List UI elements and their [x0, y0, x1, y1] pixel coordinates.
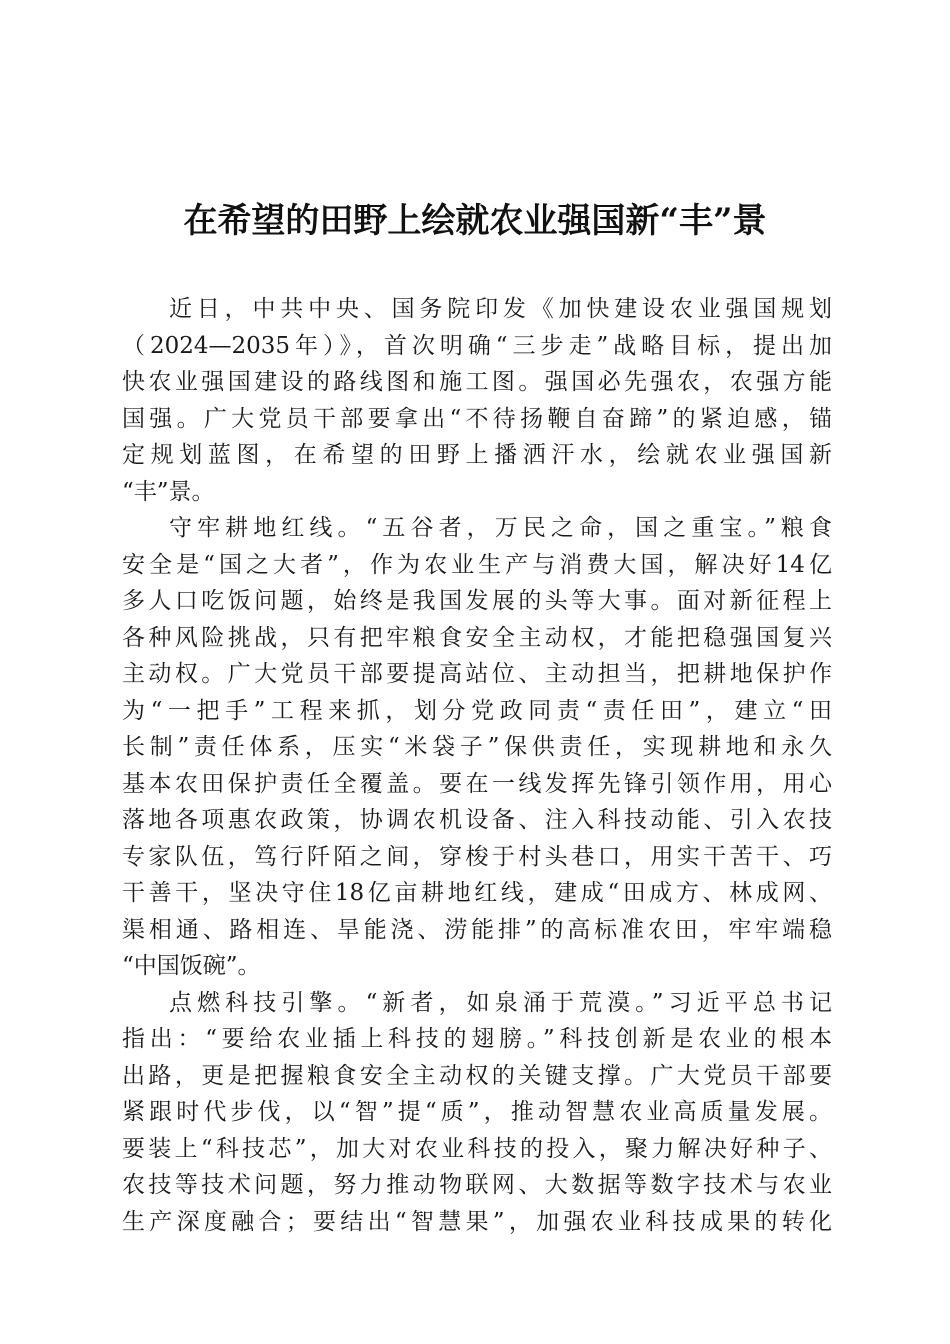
- body-line: 安全是“国之大者”，作为农业生产与消费大国，解决好14亿: [122, 551, 832, 578]
- body-line: 为“一把手”工程来抓，划分党政同责“责任田”，建立“田: [122, 697, 832, 724]
- body-line: 渠相通、路相连、旱能浇、涝能排”的高标准农田，牢牢端稳: [122, 916, 832, 943]
- body-line: （2024—2035年）》，首次明确“三步走”战略目标，提出加: [122, 332, 832, 359]
- body-line: 定规划蓝图，在希望的田野上播洒汗水，绘就农业强国新: [122, 442, 832, 468]
- body-line: 生产深度融合；要结出“智慧果”，加强农业科技成果的转化: [122, 1208, 832, 1235]
- body-line: 紧跟时代步伐，以“智”提“质”，推动智慧农业高质量发展。: [122, 1099, 832, 1125]
- body-line: 主动权。广大党员干部要提高站位、主动担当，把耕地保护作: [122, 661, 832, 687]
- body-line: 快农业强国建设的路线图和施工图。强国必先强农，农强方能: [122, 369, 832, 395]
- document-title: 在希望的田野上绘就农业强国新“丰”景: [183, 201, 767, 241]
- body-line: 专家队伍，笃行阡陌之间，穿梭于村头巷口，用实干苦干、巧: [122, 843, 832, 870]
- body-line: 守牢耕地红线。“五谷者，万民之命，国之重宝。”粮食: [169, 515, 832, 541]
- body-line: “中国饭碗”。: [122, 953, 261, 979]
- body-line: 点燃科技引擎。“新者，如泉涌于荒漠。”习近平总书记: [169, 989, 832, 1016]
- document-body: [122, 291, 832, 1240]
- body-line: “丰”景。: [122, 478, 215, 505]
- body-line: 各种风险挑战，只有把牢粮食安全主动权，才能把稳强国复兴: [122, 624, 832, 651]
- body-line: 落地各项惠农政策，协调农机设备、注入科技动能、引入农技: [122, 807, 832, 833]
- body-line: 国强。广大党员干部要拿出“不待扬鞭自奋蹄”的紧迫感，锚: [122, 405, 832, 432]
- body-line: 出路，更是把握粮食安全主动权的关键支撑。广大党员干部要: [122, 1062, 832, 1089]
- body-line: 要装上“科技芯”，加大对农业科技的投入，聚力解决好种子、: [122, 1135, 832, 1162]
- body-line: 干善干，坚决守住18亿亩耕地红线，建成“田成方、林成网、: [122, 880, 832, 906]
- body-line: 指出：“要给农业插上科技的翅膀。”科技创新是农业的根本: [122, 1026, 832, 1052]
- body-line: 近日，中共中央、国务院印发《加快建设农业强国规划: [169, 296, 832, 322]
- body-line: 基本农田保护责任全覆盖。要在一线发挥先锋引领作用，用心: [122, 770, 832, 797]
- body-line: 长制”责任体系，压实“米袋子”保供责任，实现耕地和永久: [122, 734, 832, 760]
- body-line: 多人口吃饭问题，始终是我国发展的头等大事。面对新征程上: [122, 588, 832, 614]
- body-line: 农技等技术问题，努力推动物联网、大数据等数字技术与农业: [122, 1172, 832, 1198]
